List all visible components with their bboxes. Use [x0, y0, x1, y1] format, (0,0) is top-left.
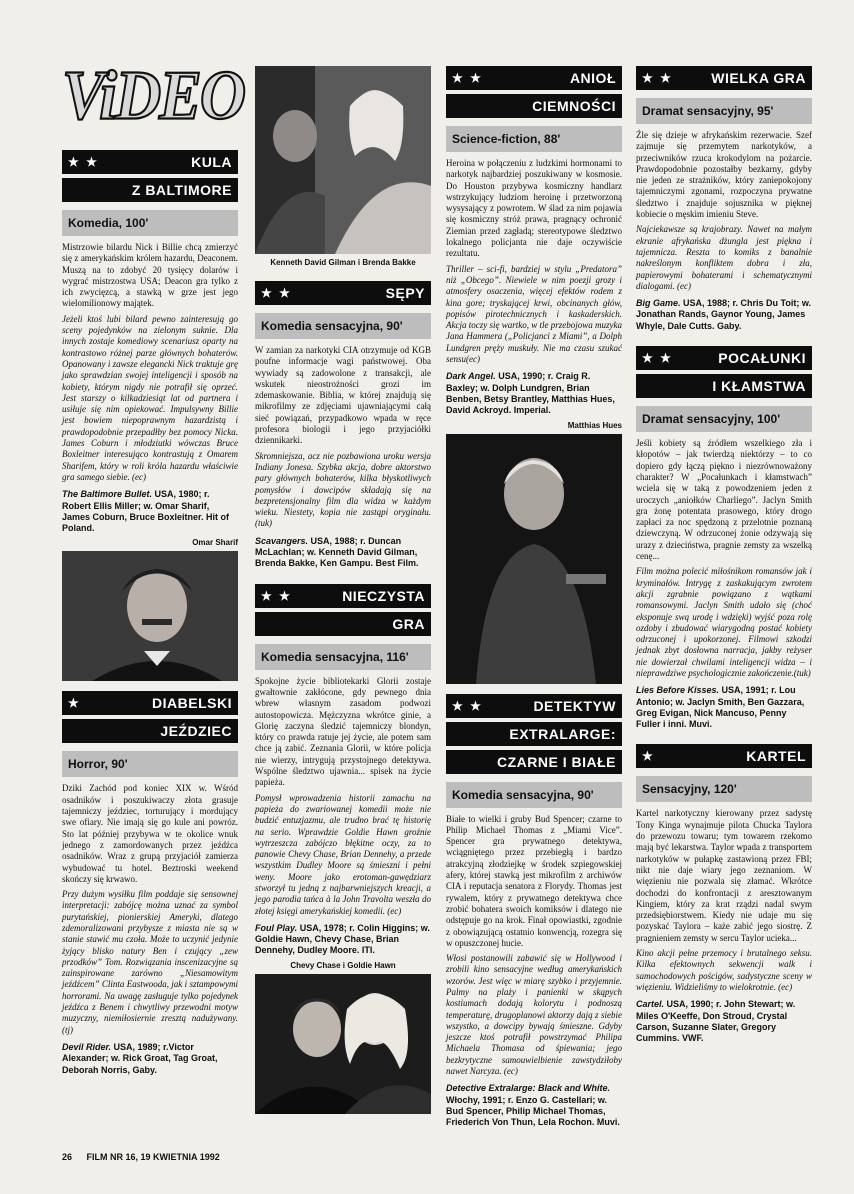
film-credits — [62, 489, 238, 534]
article-title: KARTEL — [746, 748, 806, 765]
article-aniol — [446, 66, 622, 684]
credits-text: USA, 1988; r. Duncan McLachlan; w. Kenneth David Gilman, Brenda Bakke, Ken Gampu. Best Film. — [255, 535, 419, 569]
column-3 — [446, 66, 622, 1133]
film-still-image — [446, 434, 622, 684]
page-footer — [62, 1152, 232, 1162]
review-text: Włosi postanowili zabawić się w Hollywood i zrobili kino sensacyjne według amerykańskich wzorów. Jest więc w miarę szybko i przyjemnie. Palmy na plaży i panienki w skąpych kostiumach dodają kolorytu i podnoszą temperaturę, drugoplanowi aktorzy dają z siebie wszystko, a dowcipy bywają śmieszne. Gdyby jeszcze ktoś potrafił powstrzymać Philipa Michaela Thomasa od śpiewania; jego bezkrytyczne samouwielbienie zawstydziłoby nawet Narcyza. (ec) — [446, 953, 622, 1077]
video-masthead: ViDEO — [62, 55, 245, 134]
title-bar — [255, 584, 431, 608]
article-title: SĘPY — [385, 285, 425, 301]
article-title: WIELKA GRA — [711, 70, 806, 86]
article-text: Mistrzowie bilardu Nick i Billie chcą zmierzyć się z amerykańskim królem hazardu, Deaconem. Muszą na to zdobyć 20 tysięcy dolarów i wygrać mistrzostwa USA; Deacon gra tylko z ich zwycięzcą, a stawką w grze jest jego wielomilionowy majątek. — [62, 242, 238, 309]
genre-label: Sensacyjny, 120' — [636, 776, 812, 802]
article-title: I KŁAMSTWA — [712, 378, 806, 395]
genre-label: Komedia, 100' — [62, 210, 238, 236]
article-title: CIEMNOŚCI — [532, 98, 616, 114]
article-text: Źle się dzieje w afrykańskim rezerwacie. Szef zajmuje się przemytem narkotyków, a przeciwników rzuca krokodylom na pożarcie. Prawdopodobnie pozostałby bezkarny, gdyby nie jeden ze strażników, który zaniepokojony tajemniczymi zgonami, rozpoczyna prywatne śledztwo i znajduje sojusznika w pięknej kobiecie o męskim imieniu Steve. — [636, 130, 812, 220]
article-title: DETEKTYW — [533, 697, 616, 714]
credits-text: USA, 1991; r. Lou Antonio; w. Jaclyn Smith, Ben Gazzara, Greg Evigan, Nick Mancuso, Penny Fuller i inni. Muvi. — [636, 685, 805, 730]
article-text: Dziki Zachód pod koniec XIX w. Wśród osadników i poszukiwaczy złota grasuje tajemniczy jeździec, torturujący i mordujący swe ofiary. Nie imają się go kule ani powróz. Sto lat później przybywa w te okolice wnuk jednego z zamordowanych przez jeźdźca osadników. Wraz z grupą przyjaciół zamierza wybudować tu hotel. Beztroski weekend skończy się krwawo. — [62, 783, 238, 884]
original-title: Detective Extralarge: Black and White. — [446, 1083, 611, 1094]
film-credits — [255, 923, 431, 957]
article-title: JEŹDZIEC — [160, 723, 232, 740]
review-text: Film można polecić miłośnikom romansów jak i kryminałów. Intrygę z zaskakującym zwrotem akcji zgrabnie powiązano z wątkami romansowymi. Jaclyn Smith udało się (choć eksponuje swą urodę i wdzięki) wyjść poza rolę ozdoby i zbudować wiarygodną postać kobiety odrzuconej i upokorzonej. Filmowi szkodzi jednak zbyt dosłowna narracja, jakby reżyser nie dowierzał chwilami inteligencji widza – i nieprawdziwe psychologicznie zakończenie.(tuk) — [636, 566, 812, 678]
article-sepy — [255, 66, 431, 570]
credits-text: USA, 1990; r. John Stewart; w. Miles O'Keeffe, Don Stroud, Crystal Carson, Suzanne Slater, Gregory Cummins. VWF. — [636, 999, 796, 1044]
original-title: Scavangers. — [255, 535, 309, 546]
film-credits — [636, 999, 812, 1044]
photo-caption: Kenneth David Gilman i Brenda Bakke — [270, 258, 416, 267]
photo-caption: Chevy Chase i Goldie Hawn — [290, 960, 396, 970]
review-text: Jeżeli ktoś lubi bilard pewno zainteresują go sceny pojedynków na zielonym suknie. Dla innych zostaje komediowy scenariusz oparty na kontrastowo różnej parze głównych bohaterów. Opanowany i zawsze elegancki Nick traktuje grę jako sprawdzian swojej inteligencji i sposób na kobiety, którym nigdy nie potrafił się oprzeć. Jest starszy o kilkadziesiąt lat od partnera i usiłuje się nim opiekować. Impulsywny Billie jest bowiem niepoprawnym hazardzistą i prawdopodobnie przepadłby bez pomocy Nicka. James Coburn i młodziutki wówczas Bruce Boxleitner interesująco kontrastują z Omarem Sharifem, który w roli króla hazardu właściwie gra samego siebie. (ec) — [62, 313, 238, 482]
genre-label: Komedia sensacyjna, 90' — [446, 782, 622, 808]
credits-text: USA, 1980; r. Robert Ellis Miller; w. Omar Sharif, James Coburn, Bruce Boxleitner. Hit of Poland. — [62, 489, 230, 534]
rating-stars: ★ — [642, 749, 655, 764]
article-title: GRA — [392, 615, 425, 632]
review-text: Przy dużym wysiłku film poddaje się sensownej interpretacji: zabójcę można uznać za symbol purytańskiej, pionierskiej Ameryki, dlatego zdemoralizowani przybysze z miasta nie są w stanie stawić mu czoła. Może to uczynić jedynie żyjący blisko natury Ben i czujący „zew przodków” Tom. Rozwiązania inscenizacyjne są zainspirowane zarówno „Niesamowitym jeźdźcem” Clinta Eastwooda, jak i sztampowymi horrorami. Na uwagę zasługuje tylko pojedynek jeźdźca z Benem i chwytliwy przewodni motyw muzyczny, niemiłosiernie zresztą nadużywany. (tj) — [62, 889, 238, 1035]
original-title: Lies Before Kisses. — [636, 685, 720, 696]
review-text: Pomysł wprowadzenia historii zamachu na papieża do zwariowanej komedii może nie budzić entuzjazmu, ale trudno brać tę historię na serio. Wprawdzie Goldie Hawn groźnie wytrzeszcza zabójczo błękitne oczy, za to panowie Chevy Chase, Brian Dennehy, a przede wszystkim Dudley Moore są śmieszni i pełni weny. Moore jako erotoman-gawędziarz stworzył tu jedną z najbarwniejszych kreacji, a jego parodia tańca à la John Travolta weszła do złotej księgi amerykańskiej komedii. (ec) — [255, 792, 431, 916]
article-text: Białe to wielki i gruby Bud Spencer; czarne to Philip Michael Thomas z „Miami Vice”. Spencer gra prywatnego detektywa, wciągniętego przez przebiegłą i bardzo atrakcyjną złodziejkę w środek szpiegowskiej afery, której stawką jest mikrofilm z archiwów CIA i reputacja senatora z Florydy. Thomas jest rywalem, który z prywatnego detektywa chce zrobić bohatera swoich komiksów i dlatego nie odstępuje go na krok. Finał opowiastki, zgodnie z obowiązującą ostatnio konwencją, rozegra się w opuszczonej hucie. — [446, 813, 622, 948]
photo-omar-sharif — [62, 551, 238, 681]
genre-label: Horror, 90' — [62, 751, 238, 777]
rating-stars: ★ ★ — [642, 71, 673, 85]
review-text: Kino akcji pełne przemocy i brutalnego seksu. Kilka efektownych sekwencji walk i samochodowych pościgów, sadystyczne sceny w więzieniu. Widzieliśmy to wielokrotnie. (ec) — [636, 948, 812, 992]
column-1 — [62, 55, 245, 1080]
original-title: The Baltimore Bullet. — [62, 489, 153, 500]
article-title: EXTRALARGE: — [509, 725, 616, 742]
title-bar — [446, 66, 622, 90]
credits-text: USA, 1990; r. Craig R. Baxley; w. Dolph Lundgren, Brian Benben, Betsy Brantley, Matthias Hues, David Ackroyd. Imperial. — [446, 371, 615, 416]
rating-stars: ★ ★ — [452, 698, 483, 713]
photo-caption: Matthias Hues — [567, 420, 622, 430]
article-title: POCAŁUNKI — [718, 350, 806, 367]
film-credits — [62, 1042, 238, 1076]
original-title: Foul Play. — [255, 922, 298, 933]
rating-stars: ★ ★ — [261, 286, 292, 300]
article-pocalunki — [636, 346, 812, 730]
rating-stars: ★ — [68, 696, 81, 711]
portrait-image — [62, 551, 238, 681]
title-bar — [446, 750, 622, 774]
issue-info: FILM NR 16, 19 KWIETNIA 1992 — [86, 1152, 220, 1162]
photo-scavangers — [255, 66, 431, 254]
article-detektyw — [446, 694, 622, 1129]
article-title: CZARNE I BIAŁE — [497, 753, 616, 770]
title-bar — [62, 178, 238, 202]
film-credits — [636, 685, 812, 730]
column-4 — [636, 66, 812, 1048]
genre-label: Dramat sensacyjny, 95' — [636, 98, 812, 124]
credits-text: Włochy, 1991; r. Enzo G. Castellari; w. Bud Spencer, Philip Michael Thomas, Friederich Von Thun, Lela Rochon. Muvi. — [446, 1094, 620, 1128]
article-diabelski — [62, 691, 238, 1075]
original-title: Dark Angel. — [446, 371, 496, 382]
title-bar — [636, 66, 812, 90]
title-bar — [636, 346, 812, 370]
rating-stars: ★ ★ — [261, 588, 292, 603]
article-nieczysta — [255, 584, 431, 1114]
original-title: Devil Rider. — [62, 1041, 112, 1052]
article-text: Heroina w połączeniu z ludzkimi hormonami to narkotyk najbardziej poszukiwany w kosmosie. Do Houston przybywa kosmiczny handlarz wstrzykujący ludziom heroinę i przetworzoną wysysający z powrotem. W ślad za nim pojawia się kosmiczny stróż prawa, pragnący ochronić Ziemian przed zagładą; stereotypowe śledztwo lokalnego policjanta nie daje oczywiście rezultatu. — [446, 158, 622, 259]
film-credits — [446, 371, 622, 416]
title-bar — [62, 691, 238, 715]
film-still-image — [255, 974, 431, 1114]
article-title: NIECZYSTA — [342, 587, 425, 604]
credits-text: USA, 1988; r. Chris Du Toit; w. Jonathan Rands, Gaynor Young, James Whyle, Dale Cutts. Gaby. — [636, 298, 812, 331]
photo-matthias-hues — [446, 434, 622, 684]
genre-label: Komedia sensacyjna, 90' — [255, 313, 431, 339]
rating-stars: ★ ★ — [452, 71, 483, 85]
genre-label: Dramat sensacyjny, 100' — [636, 406, 812, 432]
article-title: DIABELSKI — [152, 695, 232, 712]
original-title: Cartel. — [636, 999, 665, 1010]
rating-stars: ★ ★ — [68, 155, 99, 169]
title-bar — [446, 94, 622, 118]
review-text: Najciekawsze są krajobrazy. Nawet na małym ekranie afrykańska dżungla jest piękna i tajemnicza. Reszta to komiks z banalnie nakreślonym konfliktem dobra i zła, papierowymi bohaterami i schematycznymi dialogami. (ec) — [636, 224, 812, 291]
title-bar — [255, 612, 431, 636]
article-text: Spokojne życie bibliotekarki Glorii zostaje gwałtownie zakłócone, gdy pewnego dnia wbrew własnym zasadom podwozi autostopowicza. Mężczyzna wkrótce ginie, a Glorię zaczyna śledzić tajemniczy blondyn, który co prawda ratuje jej życie, ale potem sam chce ją zabić. Zeznania Glorii, w które policja nie wierzy, intrygują przystojnego detektywa. Wspólne śledztwo ujawnia... spisek na życie papieża. — [255, 675, 431, 788]
review-text: Skromniejsza, acz nie pozbawiona uroku wersja Indiany Jonesa. Szybka akcja, dobre aktorstwo pary głównych bohaterów, kilka błyskotliwych pomysłów i dowcipów składają się na bezpretensjonalny film dla widza w każdym wieku. Niestety, kopia nie zastąpi oryginału. (tuk) — [255, 450, 431, 529]
title-bar — [446, 722, 622, 746]
article-text: Jeśli kobiety są źródłem wszelkiego zła i kłopotów – jak twierdzą niektórzy – to co dopiero gdy łączą piękno i niezrównoważony charakter? W „Pocałunkach i kłamstwach” wciela się w taką z powodzeniem jeden z uroczych „aniołków Charliego”. Jaclyn Smith gra żonę potentata prasowego, który drogo zapłaci za noc spędzoną z przelotnie poznaną dziewczyną. W odrzuconej żonie odzywają się urazy z dzieciństwa, pragnie zemsty za wszelką cenę... — [636, 438, 812, 562]
article-kartel — [636, 744, 812, 1044]
genre-label: Komedia sensacyjna, 116' — [255, 644, 431, 670]
article-title: KULA — [191, 154, 232, 170]
title-bar — [255, 281, 431, 305]
article-wielka — [636, 66, 812, 332]
title-bar — [636, 374, 812, 398]
title-bar — [446, 694, 622, 718]
column-2 — [255, 66, 431, 1114]
credits-text: USA, 1978; r. Colin Higgins; w. Goldie Hawn, Chevy Chase, Brian Dennehy, Dudley Moore. ITI. — [255, 922, 430, 956]
film-still-image — [255, 66, 431, 254]
genre-label: Science-fiction, 88' — [446, 126, 622, 152]
credits-text: USA, 1989; r.Victor Alexander; w. Rick Groat, Tag Groat, Deborah Norris, Gaby. — [62, 1041, 218, 1075]
title-bar — [62, 719, 238, 743]
article-title: Z BALTIMORE — [131, 182, 232, 198]
original-title: Big Game. — [636, 298, 681, 309]
film-credits — [255, 536, 431, 570]
film-credits — [446, 1083, 622, 1128]
page-number: 26 — [62, 1152, 73, 1162]
article-text: Kartel narkotyczny kierowany przez sadystę Tony Kinga wynajmuje pilota Chucka Taylora do przewozu towaru; tym towarem rzekomo mają być lekarstwa. Taylor wpada z transportem narkotyków w pułapkę zastawioną przez FBI; nikt nie daje wiary jego zeznaniom. W więzieniu nie pozwala się złamać. Wkrótce dochodzi do konfrontacji z aresztowanym Kingiem, który za krat rządzi nadal swym przedsiębiorstwem. Kiedy nie udaje mu się pozyskać Taylora – każe zabić jego siostrę. Z pragnieniem zemsty w sercu Taylor ucieka... — [636, 808, 812, 943]
photo-caption: Omar Sharif — [192, 538, 238, 548]
title-bar — [636, 744, 812, 768]
article-kula — [62, 150, 238, 681]
article-text: W zamian za narkotyki CIA otrzymuje od KGB poufne informacje wagi państwowej. Oba wywiady są zadowolone z transakcji, ale wskutek nieostrożności grozi im zdemaskowanie. Biblia, w której znajdują się mikrofilmy ze zdjęciami ujawniającymi całą sieć powiązań, przypadkowo wpada w ręce profesora biologii i jego przyjaciółki dziennikarki. — [255, 345, 431, 446]
rating-stars: ★ ★ — [642, 351, 673, 366]
photo-chase-hawn — [255, 974, 431, 1114]
review-text: Thriller – sci-fi, bardziej w stylu „Predatora” niż „Obcego”. Niewiele w nim poezji grozy i atmosfery osaczenia, więcej efektów rodem z kina gore; tryskającej krwi, obcinanych głów, popisów pirotechnicznych i kaskaderskich. Akcja toczy się wartko, w tle przebojowa muzyka Jana Hammera („Policjanci z Miami”, a Dolph Lundgren pręży muskuły. Nie ma czasu szukać sensu(ec) — [446, 263, 622, 365]
article-title: ANIOŁ — [569, 70, 616, 86]
film-credits — [636, 298, 812, 332]
